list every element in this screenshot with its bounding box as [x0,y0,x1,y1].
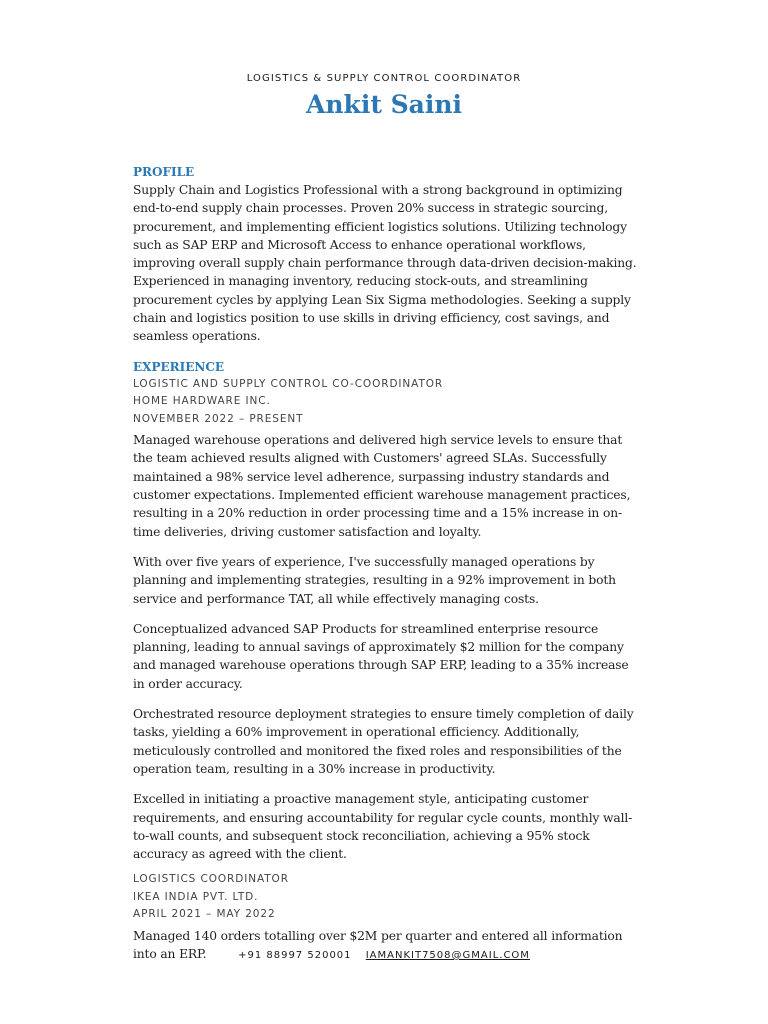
job-role: LOGISTIC AND SUPPLY CONTROL CO-COORDINATOR [133,377,444,390]
header-role: LOGISTICS & SUPPLY CONTROL COORDINATOR [246,73,522,84]
email-link[interactable]: IAMANKIT7508@GMAIL.COM [365,950,530,961]
phone-number[interactable]: +91 88997 520001 [238,950,352,961]
job-role: LOGISTICS COORDINATOR [133,873,289,886]
job-paragraph: Excelled in initiating a proactive management style, anticipating customer requirements, and ensuring accountability for regular cycle counts, monthly wall-to-wall counts, and subsequent stock reconciliation, achieving a 95% stock accuracy as agreed with the client. [133,792,633,862]
profile-text: Supply Chain and Logistics Professional with a strong background in optimizing end-to-end supply chain processes. Proven 20% success in strategic sourcing, procurement, and implementing efficient logistics solutions. Utilizing technology such as SAP ERP and Microsoft Access to enhance operational workflows, improving overall supply chain performance through data-driven decision-making. Experienced in managing inventory, reducing stock-outs, and streamlining procurement cycles by applying Lean Six Sigma methodologies. Seeking a supply chain and logistics position to use skills in driving efficiency, cost savings, and seamless operations. [133,183,637,344]
job-dates: APRIL 2021 – MAY 2022 [133,908,276,921]
job-paragraph: With over five years of experience, I've successfully managed operations by planning and implementing strategies, resulting in a 92% improvement in both service and performance TAT, all while effectively managing costs. [133,554,616,606]
profile-section [133,163,638,346]
job-paragraph: Managed 140 orders totalling over $2M per quarter and entered all information into an ERP. [133,928,623,962]
contact-footer [0,950,768,961]
job-paragraph: Orchestrated resource deployment strategies to ensure timely completion of daily tasks, yielding a 60% improvement in operational efficiency. Additionally, meticulously controlled and monitored the fixed roles and responsibilities of the operation team, resulting in a 30% increase in productivity. [133,707,634,776]
job-entry [133,376,638,864]
job-company: HOME HARDWARE INC. [133,395,271,408]
profile-title: PROFILE [133,165,195,179]
job-company: IKEA INDIA PVT. LTD. [133,890,259,903]
experience-title: EXPERIENCE [133,359,225,374]
job-paragraph: Conceptualized advanced SAP Products for streamlined enterprise resource planning, leading to annual savings of approximately $2 million for the company and managed warehouse operations through SAP ERP, leading to a 35% increase in order accuracy. [133,621,629,691]
job-paragraph: Managed warehouse operations and delivered high service levels to ensure that the team achieved results aligned with Customers' agreed SLAs. Successfully maintained a 98% service level adherence, surpassing industry standards and customer expectations. Implemented efficient warehouse management practices, resulting in a 20% reduction in order processing time and a 15% increase in on-time deliveries, driving customer satisfaction and loyalty. [133,433,631,539]
experience-section [133,358,638,964]
candidate-name: Ankit Saini [305,90,463,119]
job-dates: NOVEMBER 2022 – PRESENT [133,412,304,425]
resume-content [133,163,638,964]
